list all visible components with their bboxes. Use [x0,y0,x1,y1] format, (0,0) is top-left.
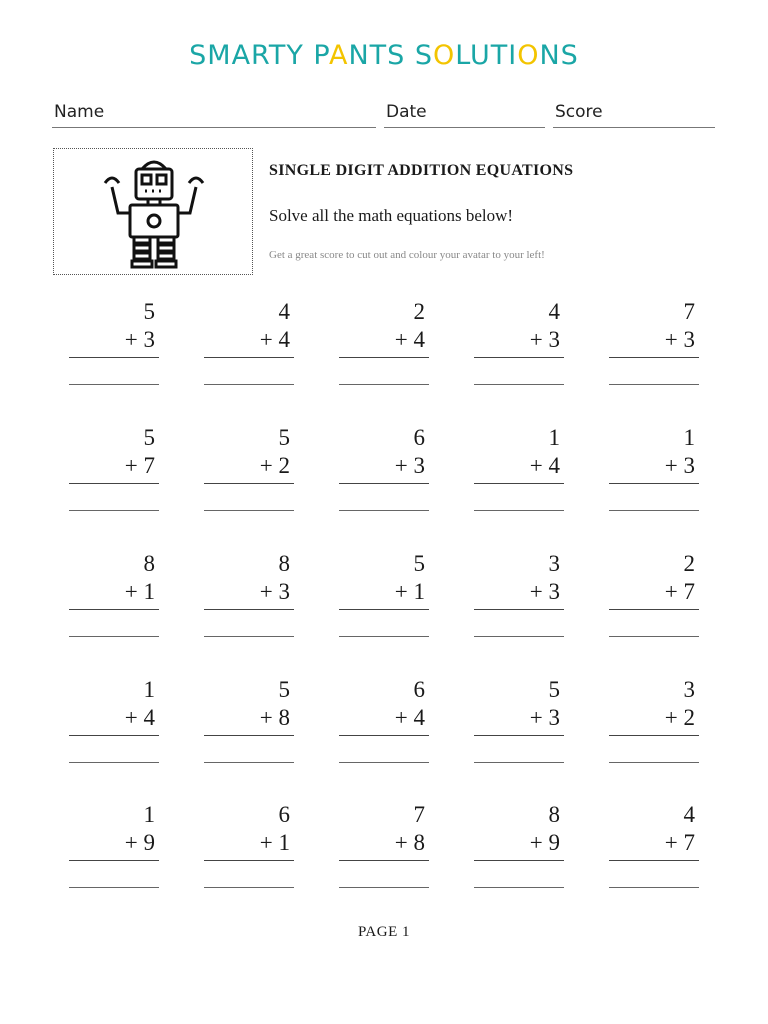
answer-line[interactable] [609,510,699,511]
problem-top-number: 7 [683,299,695,324]
problem-addend: + 9 [529,830,560,855]
addition-problem [69,802,159,912]
sum-line [204,357,294,358]
sum-line [204,609,294,610]
score-field[interactable] [553,102,715,128]
problem-top-number: 6 [413,677,425,702]
problem-top-number: 5 [143,425,155,450]
answer-line[interactable] [339,887,429,888]
worksheet-heading: SINGLE DIGIT ADDITION EQUATIONS [269,162,574,179]
problem-addend: + 7 [664,830,695,855]
problem-addend: + 7 [124,453,155,478]
addition-problem [204,677,294,787]
problem-top-number: 4 [548,299,560,324]
problem-addend: + 3 [529,579,560,604]
answer-line[interactable] [609,384,699,385]
answer-line[interactable] [69,636,159,637]
problem-addend: + 3 [529,705,560,730]
problem-addend: + 2 [664,705,695,730]
answer-line[interactable] [204,510,294,511]
sum-line [609,609,699,610]
addition-problem [609,299,699,409]
answer-line[interactable] [69,510,159,511]
answer-line[interactable] [474,762,564,763]
sum-line [474,357,564,358]
answer-line[interactable] [609,887,699,888]
worksheet-note: Get a great score to cut out and colour your avatar to your left! [269,249,545,261]
problem-top-number: 8 [143,551,155,576]
problem-addend: + 4 [259,327,290,352]
sum-line [339,860,429,861]
problem-addend: + 3 [664,453,695,478]
brand-text: NS [539,40,579,71]
answer-line[interactable] [69,384,159,385]
sum-line [69,735,159,736]
answer-line[interactable] [339,762,429,763]
problem-top-number: 1 [683,425,695,450]
robot-icon [96,153,212,271]
addition-problem [339,299,429,409]
answer-line[interactable] [609,762,699,763]
answer-line[interactable] [474,510,564,511]
avatar-box [53,148,253,275]
brand-accent-letter: A [328,40,349,71]
problem-top-number: 3 [548,551,560,576]
addition-problem [69,551,159,661]
problem-addend: + 3 [664,327,695,352]
sum-line [69,357,159,358]
addition-problem [204,425,294,535]
addition-problem [474,677,564,787]
sum-line [474,609,564,610]
brand-text: NTS S [348,40,434,71]
addition-problem [609,802,699,912]
problem-addend: + 8 [394,830,425,855]
problem-top-number: 6 [278,802,290,827]
name-field[interactable] [52,102,376,128]
sum-line [339,483,429,484]
problem-top-number: 5 [143,299,155,324]
problem-addend: + 1 [394,579,425,604]
sum-line [69,483,159,484]
problem-addend: + 8 [259,705,290,730]
addition-problem [339,677,429,787]
sum-line [339,735,429,736]
addition-problem [474,802,564,912]
answer-line[interactable] [69,887,159,888]
addition-problem [69,425,159,535]
problem-top-number: 5 [413,551,425,576]
problem-addend: + 3 [124,327,155,352]
sum-line [339,357,429,358]
addition-problem [69,299,159,409]
problem-top-number: 2 [413,299,425,324]
date-label: Date [386,102,427,122]
addition-problem [339,425,429,535]
problem-top-number: 2 [683,551,695,576]
problem-addend: + 9 [124,830,155,855]
problem-addend: + 4 [394,705,425,730]
brand-text: LUTI [455,40,518,71]
answer-line[interactable] [339,510,429,511]
addition-problem [204,299,294,409]
sum-line [609,483,699,484]
problem-top-number: 5 [548,677,560,702]
sum-line [474,860,564,861]
answer-line[interactable] [474,636,564,637]
answer-line[interactable] [204,762,294,763]
sum-line [69,609,159,610]
sum-line [339,609,429,610]
score-label: Score [555,102,603,122]
problem-addend: + 1 [124,579,155,604]
answer-line[interactable] [474,384,564,385]
sum-line [609,735,699,736]
sum-line [204,735,294,736]
answer-line[interactable] [474,887,564,888]
problem-top-number: 8 [548,802,560,827]
problem-top-number: 4 [278,299,290,324]
addition-problem [474,425,564,535]
problem-top-number: 4 [683,802,695,827]
addition-problem [204,802,294,912]
problem-top-number: 5 [278,677,290,702]
problem-top-number: 1 [143,677,155,702]
problem-addend: + 1 [259,830,290,855]
addition-problem [609,551,699,661]
name-label: Name [54,102,105,122]
problem-top-number: 1 [548,425,560,450]
addition-problem [69,677,159,787]
brand-text: SMARTY P [189,40,329,71]
problem-top-number: 5 [278,425,290,450]
answer-line[interactable] [204,636,294,637]
addition-problem [474,551,564,661]
problem-addend: + 3 [259,579,290,604]
brand-title [0,40,768,71]
brand-accent-letter: O [517,40,540,71]
problem-addend: + 3 [394,453,425,478]
problem-top-number: 3 [683,677,695,702]
brand-accent-letter: O [433,40,456,71]
problem-top-number: 7 [413,802,425,827]
problem-addend: + 3 [529,327,560,352]
problem-addend: + 4 [394,327,425,352]
answer-line[interactable] [204,887,294,888]
problem-top-number: 6 [413,425,425,450]
date-field[interactable] [384,102,545,128]
sum-line [609,860,699,861]
answer-line[interactable] [609,636,699,637]
addition-problem [204,551,294,661]
worksheet-instructions: Solve all the math equations below! [269,206,514,225]
problem-addend: + 2 [259,453,290,478]
sum-line [609,357,699,358]
sum-line [474,735,564,736]
problem-top-number: 8 [278,551,290,576]
sum-line [204,860,294,861]
problem-addend: + 4 [529,453,560,478]
page-number: PAGE 1 [357,924,411,940]
problem-addend: + 4 [124,705,155,730]
addition-problem [609,425,699,535]
answer-line[interactable] [339,384,429,385]
problem-top-number: 1 [143,802,155,827]
sum-line [69,860,159,861]
addition-problem [474,299,564,409]
addition-problem [609,677,699,787]
problem-addend: + 7 [664,579,695,604]
addition-problem [339,802,429,912]
sum-line [204,483,294,484]
answer-line[interactable] [69,762,159,763]
answer-line[interactable] [339,636,429,637]
answer-line[interactable] [204,384,294,385]
addition-problem [339,551,429,661]
sum-line [474,483,564,484]
